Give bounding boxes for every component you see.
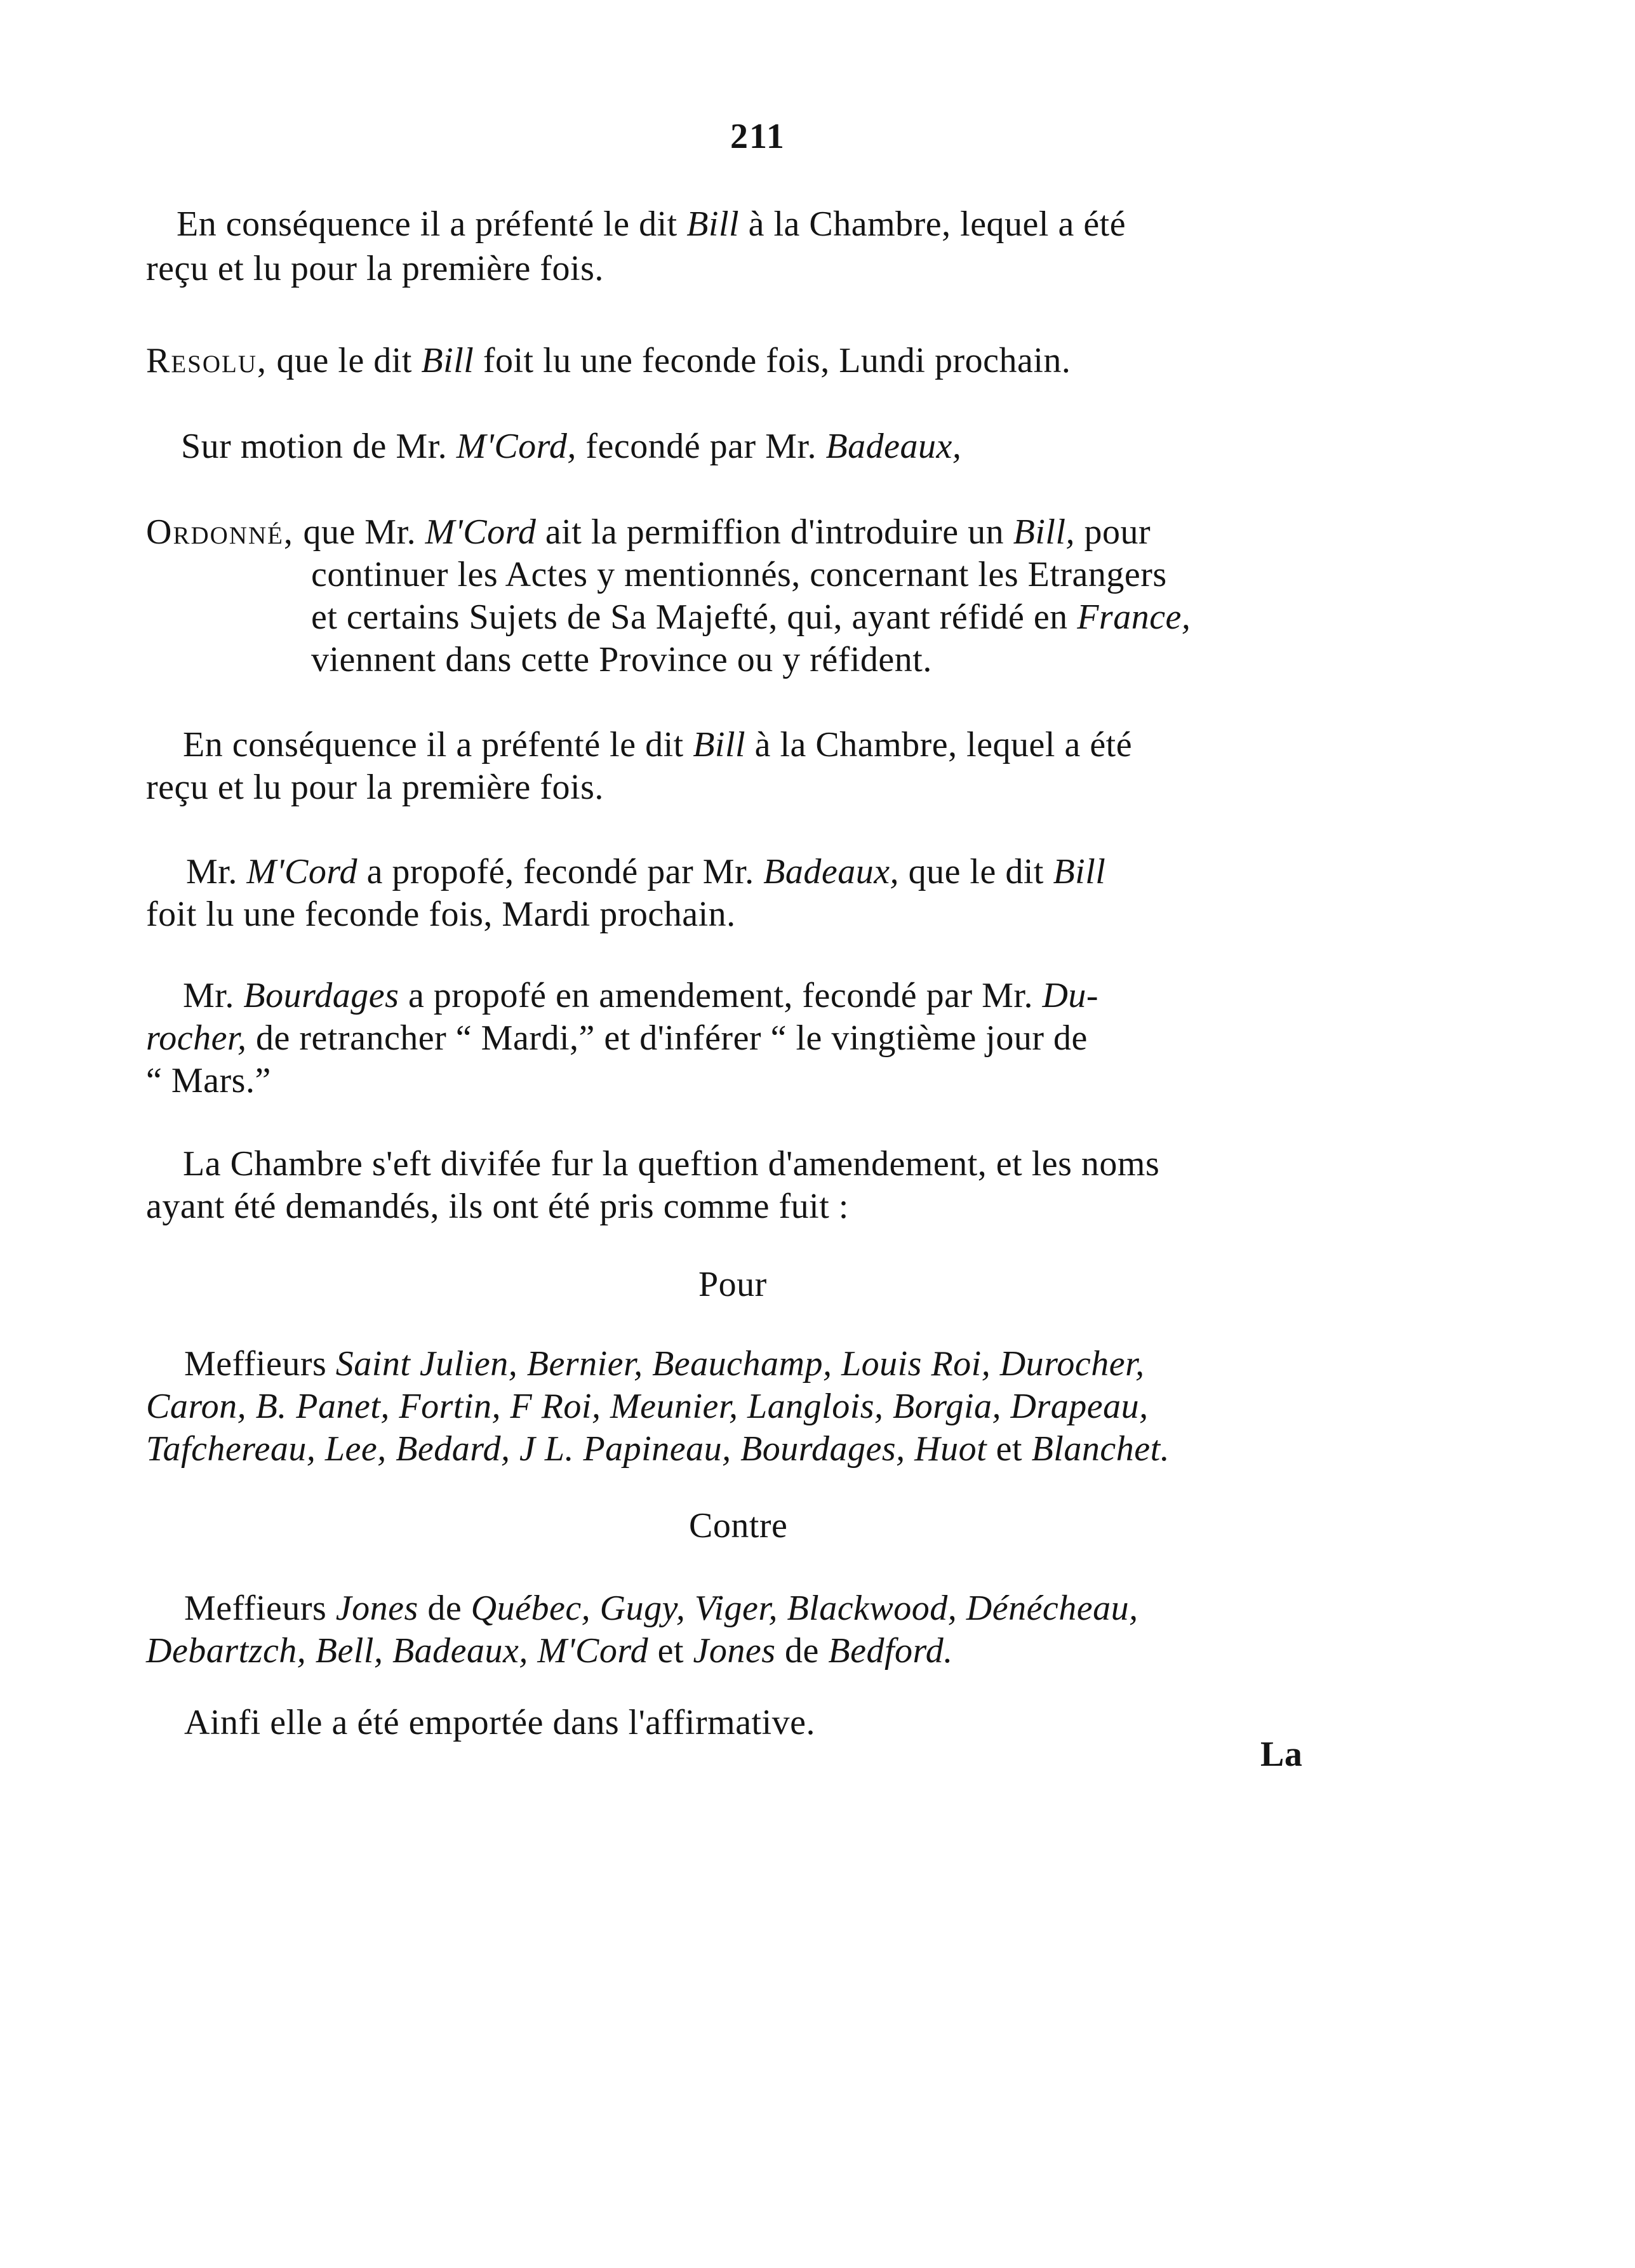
text: a propofé, fecondé par Mr.: [357, 852, 764, 891]
contre-line-1: [184, 1587, 1138, 1629]
contre-line-2: [146, 1630, 953, 1672]
text: de: [775, 1631, 829, 1671]
ordonne-label: Ordonné,: [146, 512, 294, 552]
text: et: [648, 1631, 693, 1671]
names: Debartzch, Bell, Badeaux, M'Cord: [146, 1631, 649, 1671]
text: Meffieurs: [184, 1589, 336, 1628]
names: Caron, B. Panet, Fortin, F Roi, Meunier, Langlois, Borgia, Drapeau,: [146, 1387, 1149, 1426]
pour-heading: Pour: [698, 1265, 767, 1304]
names: Tafchereau, Lee, Bedard, J L. Papineau, Bourdages, Huot: [146, 1429, 987, 1469]
page-number: 211: [730, 117, 785, 156]
paragraph-7-line-1: [183, 975, 1098, 1017]
paragraph-7-line-3: “ Mars.”: [146, 1061, 271, 1100]
paragraph-2: [146, 340, 1071, 382]
paragraph-8-line-1: La Chambre s'eft divifée fur la queftion d'amendement, et les noms: [183, 1144, 1160, 1184]
text: fecondé par Mr.: [576, 427, 826, 466]
names: Québec, Gugy, Viger, Blackwood, Dénécheau,: [470, 1589, 1138, 1628]
paragraph-4-line-3: [311, 596, 1191, 638]
pour-line-3: [146, 1428, 1170, 1470]
paragraph-1-line-2: reçu et lu pour la première fois.: [146, 249, 604, 288]
text: En conséquence il a préfenté le dit: [183, 725, 693, 764]
names: Saint Julien, Bernier, Beauchamp, Louis Roi, Durocher,: [335, 1344, 1145, 1384]
paragraph-4-line-4: viennent dans cette Province ou y réfident.: [311, 640, 932, 679]
pour-line-1: [184, 1343, 1145, 1385]
name: Bourdages: [243, 976, 399, 1015]
text: que le dit: [267, 341, 422, 380]
contre-heading: Contre: [689, 1506, 788, 1545]
text: de: [418, 1589, 471, 1628]
paragraph-1-line-1: [177, 203, 1126, 245]
name: Badeaux,: [763, 852, 900, 891]
text: En conséquence il a préfenté le dit: [177, 204, 687, 244]
conclusion: Ainfi elle a été emportée dans l'affirmative.: [184, 1703, 816, 1742]
text: à la Chambre, lequel a été: [745, 725, 1133, 764]
text: que le dit: [899, 852, 1053, 891]
names: Blanchet.: [1031, 1429, 1170, 1469]
paragraph-7-line-2: [146, 1017, 1088, 1059]
paragraph-8-line-2: ayant été demandés, ils ont été pris comme fuit :: [146, 1187, 849, 1226]
bill-term: Bill: [421, 341, 474, 380]
bill-term: Bill: [1053, 852, 1106, 891]
name: Du-: [1042, 976, 1099, 1015]
paragraph-4-line-1: [146, 511, 1151, 553]
text: à la Chambre, lequel a été: [739, 204, 1126, 244]
text: Sur motion de Mr.: [181, 427, 457, 466]
bill-term: Bill: [693, 725, 746, 764]
paragraph-4-line-2: continuer les Actes y mentionnés, concernant les Etrangers: [311, 555, 1167, 594]
text: Meffieurs: [184, 1344, 336, 1384]
text: pour: [1075, 512, 1151, 552]
paragraph-6-line-1: [186, 851, 1105, 893]
text: Mr.: [183, 976, 244, 1015]
pour-line-2: [146, 1385, 1149, 1427]
paragraph-5-line-2: reçu et lu pour la première fois.: [146, 768, 604, 807]
paragraph-6-line-2: foit lu une feconde fois, Mardi prochain.: [146, 895, 736, 934]
resolu-label: Resolu,: [146, 341, 268, 380]
names: Bedford.: [828, 1631, 953, 1671]
name: Badeaux,: [825, 427, 962, 466]
bill-term: Bill,: [1013, 512, 1076, 552]
paragraph-5-line-1: [183, 724, 1132, 766]
names: Jones: [693, 1631, 776, 1671]
name: rocher,: [146, 1018, 247, 1058]
paragraph-3: [181, 425, 961, 467]
place-name: France,: [1077, 597, 1191, 637]
names: Jones: [335, 1589, 418, 1628]
text: et certains Sujets de Sa Majefté, qui, ayant réfidé en: [311, 597, 1078, 637]
text: et: [987, 1429, 1032, 1469]
name: M'Cord: [425, 512, 537, 552]
catchword: La: [1260, 1735, 1303, 1774]
name: M'Cord: [246, 852, 358, 891]
text: de retrancher “ Mardi,” et d'inférer “ le vingtième jour de: [246, 1018, 1088, 1058]
text: a propofé en amendement, fecondé par Mr.: [399, 976, 1043, 1015]
bill-term: Bill: [686, 204, 740, 244]
name: M'Cord,: [456, 427, 577, 466]
text: ait la permiffion d'introduire un: [536, 512, 1013, 552]
text: que Mr.: [293, 512, 425, 552]
text: Mr.: [186, 852, 247, 891]
text: foit lu une feconde fois, Lundi prochain.: [474, 341, 1071, 380]
